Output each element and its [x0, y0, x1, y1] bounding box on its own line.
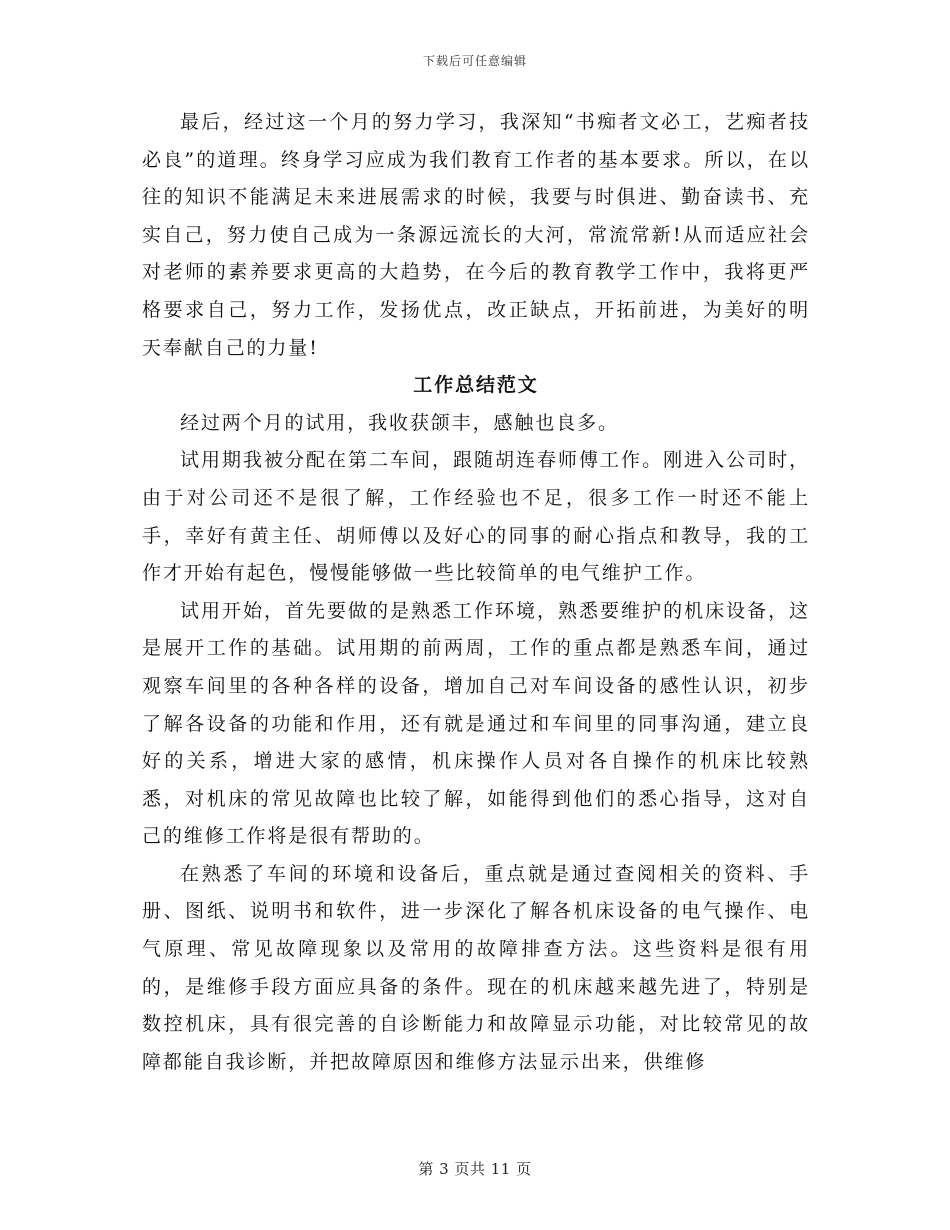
intro-paragraph: 最后，经过这一个月的努力学习，我深知“书痴者文必工，艺痴者技必良”的道理。终身学习应成为我们教育工作者的基本要求。所以，在以往的知识不能满足未来进展需求的时候，我要与时俱进、勤奋读书、充实自己，努力使自己成为一条源远流长的大河，常流常新!从而适应社会对老师的素养要求更高的大趋势，在今后的教育教学工作中，我将更严格要求自己，努力工作，发扬优点，改正缺点，开拓前进，为美好的明天奉献自己的力量! [142, 111, 810, 359]
paragraph-2: 试用期我被分配在第二车间，跟随胡连春师傅工作。刚进入公司时，由于对公司还不是很了解，工作经验也不足，很多工作一时还不能上手，幸好有黄主任、胡师傅以及好心的同事的耐心指点和教导，我的工作才开始有起色，慢慢能够做一些比较简单的电气维护工作。 [142, 449, 810, 585]
paragraph-1: 经过两个月的试用，我收获颌丰，感触也良多。 [180, 411, 619, 434]
paragraph-4: 在熟悉了车间的环境和设备后，重点就是通过查阅相关的资料、手册、图纸、说明书和软件，进一步深化了解各机床设备的电气操作、电气原理、常见故障现象以及常用的故障排查方法。这些资料是很有用的，是维修手段方面应具备的条件。现在的机床越来越先进了，特别是数控机床，具有很完善的自诊断能力和故障显示功能，对比较常见的故障都能自我诊断，并把故障原因和维修方法显示出来，供维修 [142, 862, 810, 1073]
page-header-note: 下载后可任意编辑 [422, 54, 527, 68]
page-number-footer: 第 3 页共 11 页 [418, 1160, 532, 1178]
paragraph-3: 试用开始，首先要做的是熟悉工作环境，熟悉要维护的机床设备，这是展开工作的基础。试用期的前两周，工作的重点都是熟悉车间，通过观察车间里的各种各样的设备，增加自己对车间设备的感性认识，初步了解各设备的功能和作用，还有就是通过和车间里的同事沟通，建立良好的关系，增进大家的感情，机床操作人员对各自操作的机床比较熟悉，对机床的常见故障也比较了解，如能得到他们的悉心指导，这对自己的维修工作将是很有帮助的。 [142, 599, 810, 848]
section-title: 工作总结范文 [413, 374, 539, 397]
document-body [142, 104, 810, 1081]
